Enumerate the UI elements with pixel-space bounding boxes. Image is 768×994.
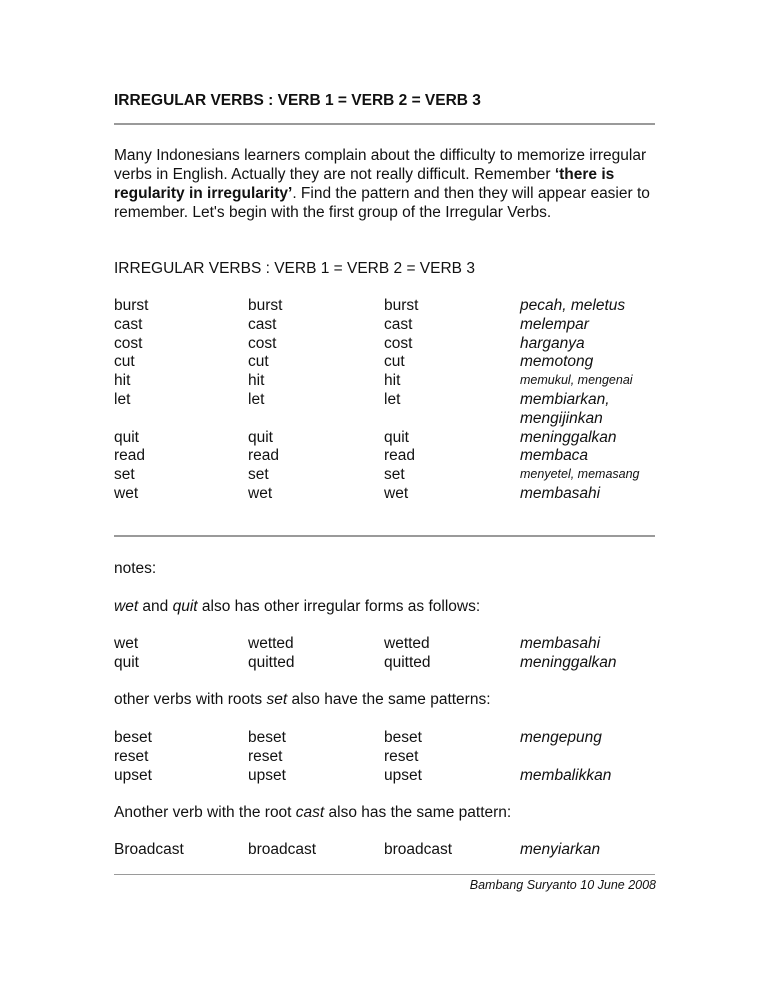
- table-cell-verb1: quit: [114, 428, 139, 446]
- table-cell-meaning: harganya: [520, 334, 585, 352]
- table-cell-verb3: let: [384, 391, 401, 408]
- table-cell-verb1: upset: [114, 766, 152, 784]
- table-cell-verb3: read: [384, 447, 416, 465]
- table-cell-verb2: upset: [248, 766, 286, 784]
- table-cell-meaning: membiarkan,: [520, 391, 610, 408]
- note-word-set: set: [266, 691, 288, 708]
- note-word-wet: wet: [114, 598, 139, 615]
- table-cell-meaning: menyetel, memasang: [520, 467, 640, 482]
- table-cell-meaning: meninggalkan: [520, 428, 617, 446]
- table-cell-verb2: cut: [248, 353, 269, 371]
- table-cell-verb3: set: [384, 466, 405, 484]
- table-cell-meaning: memukul, mengenai: [520, 373, 633, 388]
- table-cell-verb1: let: [114, 391, 131, 408]
- note-set-post: also have the same patterns:: [287, 691, 491, 708]
- footer-divider: [114, 874, 655, 875]
- table-cell-verb1: wet: [114, 635, 139, 652]
- note-set-pre: other verbs with roots: [114, 691, 267, 708]
- table-cell-verb2: quit: [248, 428, 273, 446]
- table-cell-verb2: let: [248, 391, 265, 408]
- table-cell-verb3: cut: [384, 353, 405, 371]
- table-cell-verb1: beset: [114, 729, 152, 746]
- table-cell-verb1: set: [114, 466, 135, 484]
- table-cell-verb2: cast: [248, 315, 277, 333]
- note-cast-post: also has the same pattern:: [324, 804, 512, 821]
- table-cell-meaning: meninggalkan: [520, 653, 617, 671]
- intro-paragraph: [114, 146, 659, 222]
- note-cast-pre: Another verb with the root: [114, 804, 296, 821]
- table-cell-verb1: reset: [114, 747, 149, 765]
- section-heading: IRREGULAR VERBS : VERB 1 = VERB 2 = VERB 3: [114, 260, 475, 277]
- table-cell-verb1: cost: [114, 334, 143, 352]
- page-title: IRREGULAR VERBS : VERB 1 = VERB 2 = VERB 3: [114, 92, 481, 109]
- table-cell-verb2: burst: [248, 297, 283, 314]
- table-cell-verb3: quit: [384, 428, 409, 446]
- table-cell-verb2: cost: [248, 334, 277, 352]
- table-cell-meaning: menyiarkan: [520, 841, 601, 858]
- table-cell-verb3: wetted: [384, 635, 430, 652]
- table-cell-verb1: burst: [114, 297, 149, 314]
- table-cell-verb2: set: [248, 466, 269, 484]
- table-cell-verb3: upset: [384, 766, 422, 784]
- table-cell-meaning: membasahi: [520, 635, 601, 652]
- table-cell-meaning: pecah, meletus: [520, 297, 626, 314]
- notes-label: notes:: [114, 560, 157, 577]
- table-cell-verb1: hit: [114, 372, 131, 390]
- intro-text-start: Many Indonesians learners complain about the difficulty to memorize irregular verbs in English. Actually they are not really difficult. Remember: [114, 147, 647, 183]
- table-cell-verb3: wet: [384, 485, 409, 502]
- table-cell-meaning: melempar: [520, 315, 589, 333]
- table-cell-verb1: wet: [114, 485, 139, 502]
- table-cell-verb3: reset: [384, 747, 419, 765]
- table-cell-meaning: mengepung: [520, 729, 602, 746]
- table-cell-verb2: beset: [248, 729, 286, 746]
- table-cell-meaning: membasahi: [520, 485, 601, 502]
- table-cell-verb2: broadcast: [248, 841, 317, 858]
- note-wet-quit: [114, 597, 480, 616]
- intro-text-end: . Find the pattern and then they will appear easier to remember. Let's begin with the first group of the Irregular Verbs.: [114, 185, 650, 221]
- table-cell-verb3: burst: [384, 297, 419, 314]
- note-and: and: [138, 598, 173, 615]
- note-word-quit: quit: [172, 598, 198, 615]
- table-cell-verb3: hit: [384, 372, 401, 390]
- table-cell-meaning: membaca: [520, 447, 589, 465]
- table-cell-verb3: broadcast: [384, 841, 453, 858]
- note-word-cast: cast: [295, 804, 325, 821]
- table-cell-verb1: quit: [114, 653, 139, 671]
- intro-emphasis: ‘there is regularity in irregularity’: [114, 166, 615, 202]
- footer-author: Bambang Suryanto 10 June 2008: [469, 878, 656, 892]
- table-cell-verb2: wetted: [248, 635, 294, 652]
- table-cell-verb3: quitted: [384, 653, 431, 671]
- table-cell-verb3: beset: [384, 729, 422, 746]
- section-divider: [114, 535, 655, 537]
- note-set-roots: [114, 690, 491, 709]
- table-cell-verb3: cast: [384, 315, 413, 333]
- table-cell-meaning: memotong: [520, 353, 594, 371]
- table-cell-verb1: read: [114, 447, 146, 465]
- table-cell-verb2: read: [248, 447, 280, 465]
- table-cell-verb3: cost: [384, 334, 413, 352]
- table-cell-verb1: cast: [114, 315, 143, 333]
- table-cell-meaning: mengijinkan: [520, 409, 603, 427]
- note-rest: also has other irregular forms as follows:: [197, 598, 481, 615]
- table-cell-verb1: Broadcast: [114, 841, 184, 858]
- note-cast-root: [114, 803, 511, 822]
- table-cell-verb2: quitted: [248, 653, 295, 671]
- table-cell-verb2: wet: [248, 485, 273, 502]
- table-cell-verb1: cut: [114, 353, 135, 371]
- table-cell-meaning: membalikkan: [520, 766, 612, 784]
- table-cell-verb2: hit: [248, 372, 265, 390]
- table-cell-verb2: reset: [248, 747, 283, 765]
- title-divider: [114, 123, 655, 125]
